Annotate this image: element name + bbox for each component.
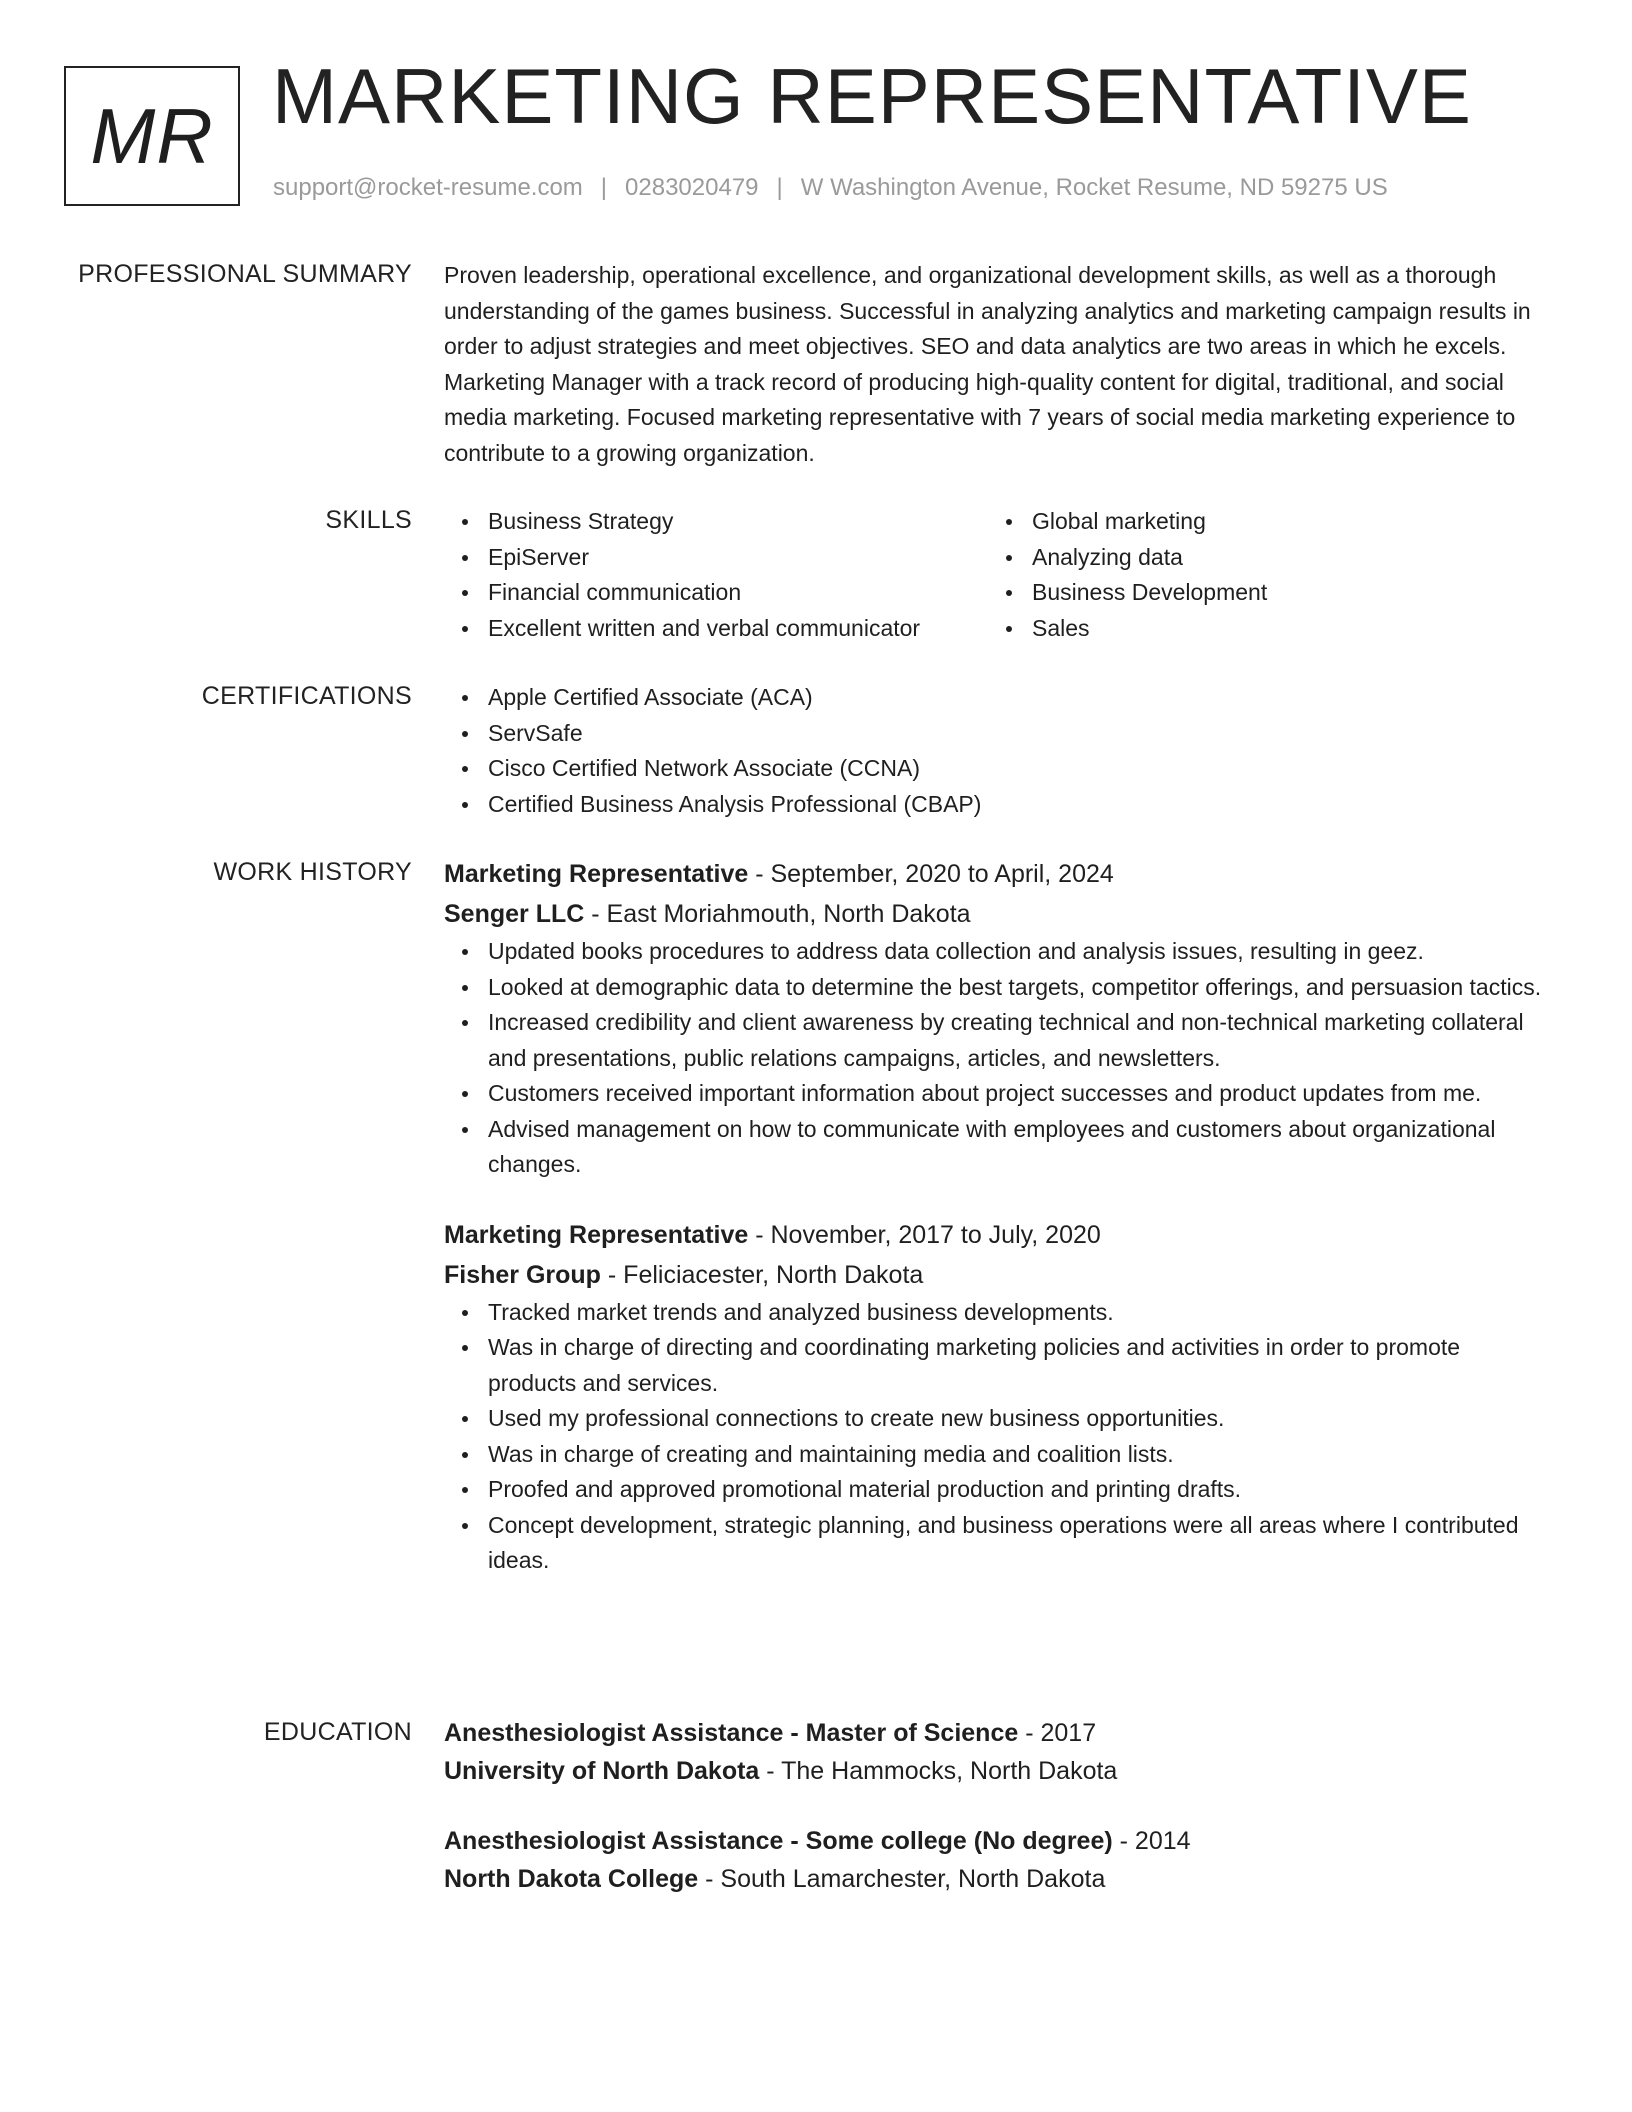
certifications-body [444,680,1554,822]
education-degree: Anesthesiologist Assistance - Some college (No degree) [444,1827,1113,1855]
skill-item: EpiServer [488,540,988,576]
contact-separator: | [776,174,783,201]
job-company: Senger LLC [444,900,585,928]
education-year: - 2014 [1112,1827,1191,1855]
section-title-summary: PROFESSIONAL SUMMARY [78,260,412,288]
section-title-certifications: CERTIFICATIONS [201,682,412,710]
education-year: - 2017 [1018,1719,1097,1747]
job-location: - East Moriahmouth, North Dakota [584,900,971,928]
education-degree: Anesthesiologist Assistance - Master of Science [444,1719,1019,1747]
section-title-education: EDUCATION [263,1718,412,1746]
contact-address: W Washington Avenue, Rocket Resume, ND 59275 US [800,174,1388,201]
job-bullet: Updated books procedures to address data collection and analysis issues, resulting in geez. [488,934,1554,970]
education-location: - South Lamarchester, North Dakota [698,1865,1106,1893]
education-entry [444,1714,1554,1790]
certification-item: ServSafe [488,716,1554,752]
job-bullet: Concept development, strategic planning, and business operations were all areas where I contributed ideas. [488,1508,1554,1579]
summary-body [444,258,1554,471]
monogram-initials: MR [90,91,214,180]
skills-column-2 [988,504,1488,646]
section-title-skills: SKILLS [325,506,412,534]
job-role: Marketing Representative [444,860,749,888]
job-role-line [444,854,1554,894]
skill-item: Excellent written and verbal communicator [488,611,988,647]
skills-grid [444,504,1554,646]
job-dates: - September, 2020 to April, 2024 [748,860,1114,888]
contact-phone: 0283020479 [625,174,759,201]
education-body [444,1714,1554,1898]
job-dates: - November, 2017 to July, 2020 [748,1220,1101,1249]
education-location: - The Hammocks, North Dakota [759,1757,1118,1785]
job-bullet: Customers received important information about project successes and product updates from me. [488,1076,1554,1112]
summary-text: Proven leadership, operational excellence, and organizational development skills, as well as a thorough understanding of the games business. Successful in analyzing analytics and marketing campaign results in order to adjust strategies and meet objectives. SEO and data analytics are two areas in which he excels. Marketing Manager with a track record of producing high-quality content for digital, traditional, and social media marketing. Focused marketing representative with 7 years of social media marketing experience to contribute to a growing organization. [444,262,1531,466]
job-bullet: Increased credibility and client awareness by creating technical and non-technical marketing collateral and presentations, public relations campaigns, articles, and newsletters. [488,1005,1554,1076]
certification-item: Cisco Certified Network Associate (CCNA) [488,751,1554,787]
education-school: University of North Dakota [444,1757,760,1785]
job-bullet: Tracked market trends and analyzed business developments. [488,1295,1554,1331]
education-school: North Dakota College [444,1865,699,1893]
contact-line [273,174,1388,202]
job-bullet: Was in charge of directing and coordinating marketing policies and activities in order to promote products and services. [488,1330,1554,1401]
education-degree-line [444,1822,1554,1860]
skill-item: Financial communication [488,575,988,611]
job-role-line [444,1215,1554,1255]
section-title-work-history: WORK HISTORY [213,858,412,886]
skills-body [444,504,1554,646]
work-history-body [444,854,1554,1579]
resume-title: MARKETING REPRESENTATIVE [272,52,1472,140]
job-role: Marketing Representative [444,1220,749,1249]
job-bullet: Was in charge of creating and maintaining media and coalition lists. [488,1437,1554,1473]
skill-item: Global marketing [1032,504,1488,540]
job-entry [444,1215,1554,1579]
monogram-box [64,66,240,206]
job-bullet: Proofed and approved promotional material production and printing drafts. [488,1472,1554,1508]
skill-item: Business Development [1032,575,1488,611]
skill-item: Sales [1032,611,1488,647]
education-degree-line [444,1714,1554,1752]
job-entry [444,854,1554,1183]
certification-item: Apple Certified Associate (ACA) [488,680,1554,716]
education-entry [444,1822,1554,1898]
skill-item: Analyzing data [1032,540,1488,576]
job-company-line [444,894,1554,934]
education-school-line [444,1752,1554,1790]
skills-column-1 [444,504,988,646]
certification-item: Certified Business Analysis Professional (CBAP) [488,787,1554,823]
job-bullet: Used my professional connections to create new business opportunities. [488,1401,1554,1437]
skill-item: Business Strategy [488,504,988,540]
job-bullet: Looked at demographic data to determine the best targets, competitor offerings, and persuasion tactics. [488,970,1554,1006]
job-bullet: Advised management on how to communicate with employees and customers about organizational changes. [488,1112,1554,1183]
education-school-line [444,1860,1554,1898]
job-location: - Feliciacester, North Dakota [600,1260,924,1289]
job-company-line [444,1255,1554,1295]
contact-separator: | [600,174,608,201]
job-company: Fisher Group [444,1260,601,1289]
contact-email: support@rocket-resume.com [273,174,583,201]
